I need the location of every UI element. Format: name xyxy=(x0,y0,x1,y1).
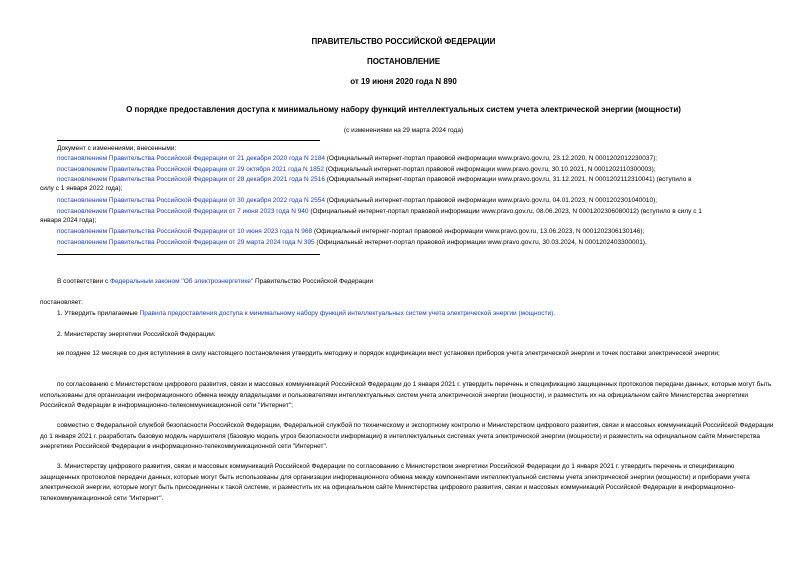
paragraph-2a: не позднее 12 месяцев со дня вступления в силу настоящего постановления утвердить методику и порядок кодификации мест установки приборов учета электрической энергии и точек поставки электрической энергии; xyxy=(57,350,720,357)
change-link[interactable]: постановлением Правительства Российской Федерации от 29 октября 2021 года N 1852 xyxy=(57,166,324,173)
change-details: (Официальный интернет-портал правовой информации www.pravo.gov.ru, 08.06.2023, N 0001202306080012) (вступило в силу с 1 xyxy=(308,208,702,215)
change-details: (Официальный интернет-портал правовой информации www.pravo.gov.ru, 23.12.2020, N 0001202012230037); xyxy=(324,155,658,162)
amendment-note: (с изменениями на 29 марта 2024 года) xyxy=(343,127,464,134)
change-item xyxy=(57,239,647,247)
top-divider xyxy=(57,140,320,141)
change-item xyxy=(57,155,657,163)
change-link[interactable]: постановлением Правительства Российской Федерации от 10 июня 2023 года N 968 xyxy=(57,228,313,235)
change-details: (Официальный интернет-портал правовой информации www.pravo.gov.ru, 04.01.2023, N 0001202301040010); xyxy=(324,197,658,204)
change-item xyxy=(57,228,644,236)
document-title: О порядке предоставления доступа к минимальному набору функций интеллектуальных систем учета электрической энергии (мощности) xyxy=(126,105,681,114)
p1-end: . xyxy=(553,310,556,317)
change-item xyxy=(57,197,657,205)
intro-paragraph xyxy=(57,278,373,286)
change-details: (Официальный интернет-портал правовой информации www.pravo.gov.ru, 30.10.2021, N 0001202110300003); xyxy=(323,166,656,173)
change-details: (Официальный интернет-портал правовой информации www.pravo.gov.ru, 30.03.2024, N 0001202403300001). xyxy=(314,239,647,246)
rules-link[interactable]: Правила предоставления доступа к минимальному набору функций интеллектуальных систем учета электрической энергии (мощности) xyxy=(139,310,554,317)
government-name: ПРАВИТЕЛЬСТВО РОССИЙСКОЙ ФЕДЕРАЦИИ xyxy=(311,37,496,46)
intro-text-end: Правительство Российской Федерации xyxy=(253,278,374,285)
paragraph-2c: совместно с Федеральной службой безопасности Российской Федерации, Федеральной службой по техническому и экспортному контролю и Министерством цифрового развития, связи и массовых коммуникаций Российской Федерации до 1 января 2021 г. разработать базовую модель нарушителя (базовую модель угроз безопасности информации) в интеллектуальных системах учета электрической энергии (мощности) и разместить на официальном сайте Министерства энергетики Российской Федерации в информационно-телекоммуникационной сети "Интернет". xyxy=(40,422,774,450)
decrees-label: постановляет: xyxy=(40,299,83,306)
p1-text: 1. Утвердить прилагаемые xyxy=(57,310,140,317)
change-continuation: января 2024 года); xyxy=(40,217,97,224)
change-details: (Официальный интернет-портал правовой информации www.pravo.gov.ru, 13.06.2023, N 0001202306130146); xyxy=(312,228,645,235)
document-type: ПОСТАНОВЛЕНИЕ xyxy=(366,57,441,66)
change-link[interactable]: постановлением Правительства Российской Федерации от 21 декабря 2020 года N 2184 xyxy=(57,155,325,162)
change-item xyxy=(57,166,656,174)
change-link[interactable]: постановлением Правительства Российской Федерации от 30 декабря 2022 года N 2554 xyxy=(57,197,325,204)
change-link[interactable]: постановлением Правительства Российской Федерации от 7 июня 2023 года N 940 xyxy=(57,208,309,215)
changes-heading: Документ с изменениями, внесенными: xyxy=(57,145,177,152)
change-continuation: силу с 1 января 2022 года); xyxy=(40,185,123,192)
change-item xyxy=(57,208,702,216)
law-link[interactable]: Федеральным законом "Об электроэнергетике" xyxy=(110,278,254,285)
change-details: (Официальный интернет-портал правовой информации www.pravo.gov.ru, 31.12.2021, N 0001202112310041) (вступило в xyxy=(324,176,692,183)
intro-text: В соответствии с xyxy=(57,278,111,285)
paragraph-1 xyxy=(57,310,555,318)
paragraph-2: 2. Министерству энергетики Российской Федерации: xyxy=(57,331,216,338)
paragraph-2b: по согласованию с Министерством цифрового развития, связи и массовых коммуникаций Российской Федерации до 1 января 2021 г. утвердить перечень и спецификацию защищенных протоколов передачи данных, которые могут быть использованы для организации информационного обмена между владельцами и пользователями интеллектуальных систем учета электрической энергии (мощности), и разместить их на официальном сайте Министерства энергетики Российской Федерации в информационно-телекоммуникационной сети "Интернет"; xyxy=(40,381,772,409)
change-link[interactable]: постановлением Правительства Российской Федерации от 29 марта 2024 года N 395 xyxy=(57,239,315,246)
document-date: от 19 июня 2020 года N 890 xyxy=(350,77,457,86)
paragraph-3: 3. Министерству цифрового развития, связи и массовых коммуникаций Российской Федерации по согласованию с Министерством энергетики Российской Федерации до 1 января 2021 г. утвердить перечень и спецификацию защищенных протоколов передачи данных, которые могут быть использованы для организации информационного обмена между компонентами интеллектуальной системы учета электрической энергии (мощности) и приборами учета электрической энергии, которые могут быть присоединены к такой системе, и разместить их на официальном сайте Министерства цифрового развития, связи и массовых коммуникаций Российской Федерации в информационно-телекоммуникационной сети "Интернет". xyxy=(40,463,750,502)
change-item xyxy=(57,176,692,184)
bottom-divider xyxy=(57,254,320,255)
change-link[interactable]: постановлением Правительства Российской Федерации от 28 декабря 2021 года N 2516 xyxy=(57,176,325,183)
